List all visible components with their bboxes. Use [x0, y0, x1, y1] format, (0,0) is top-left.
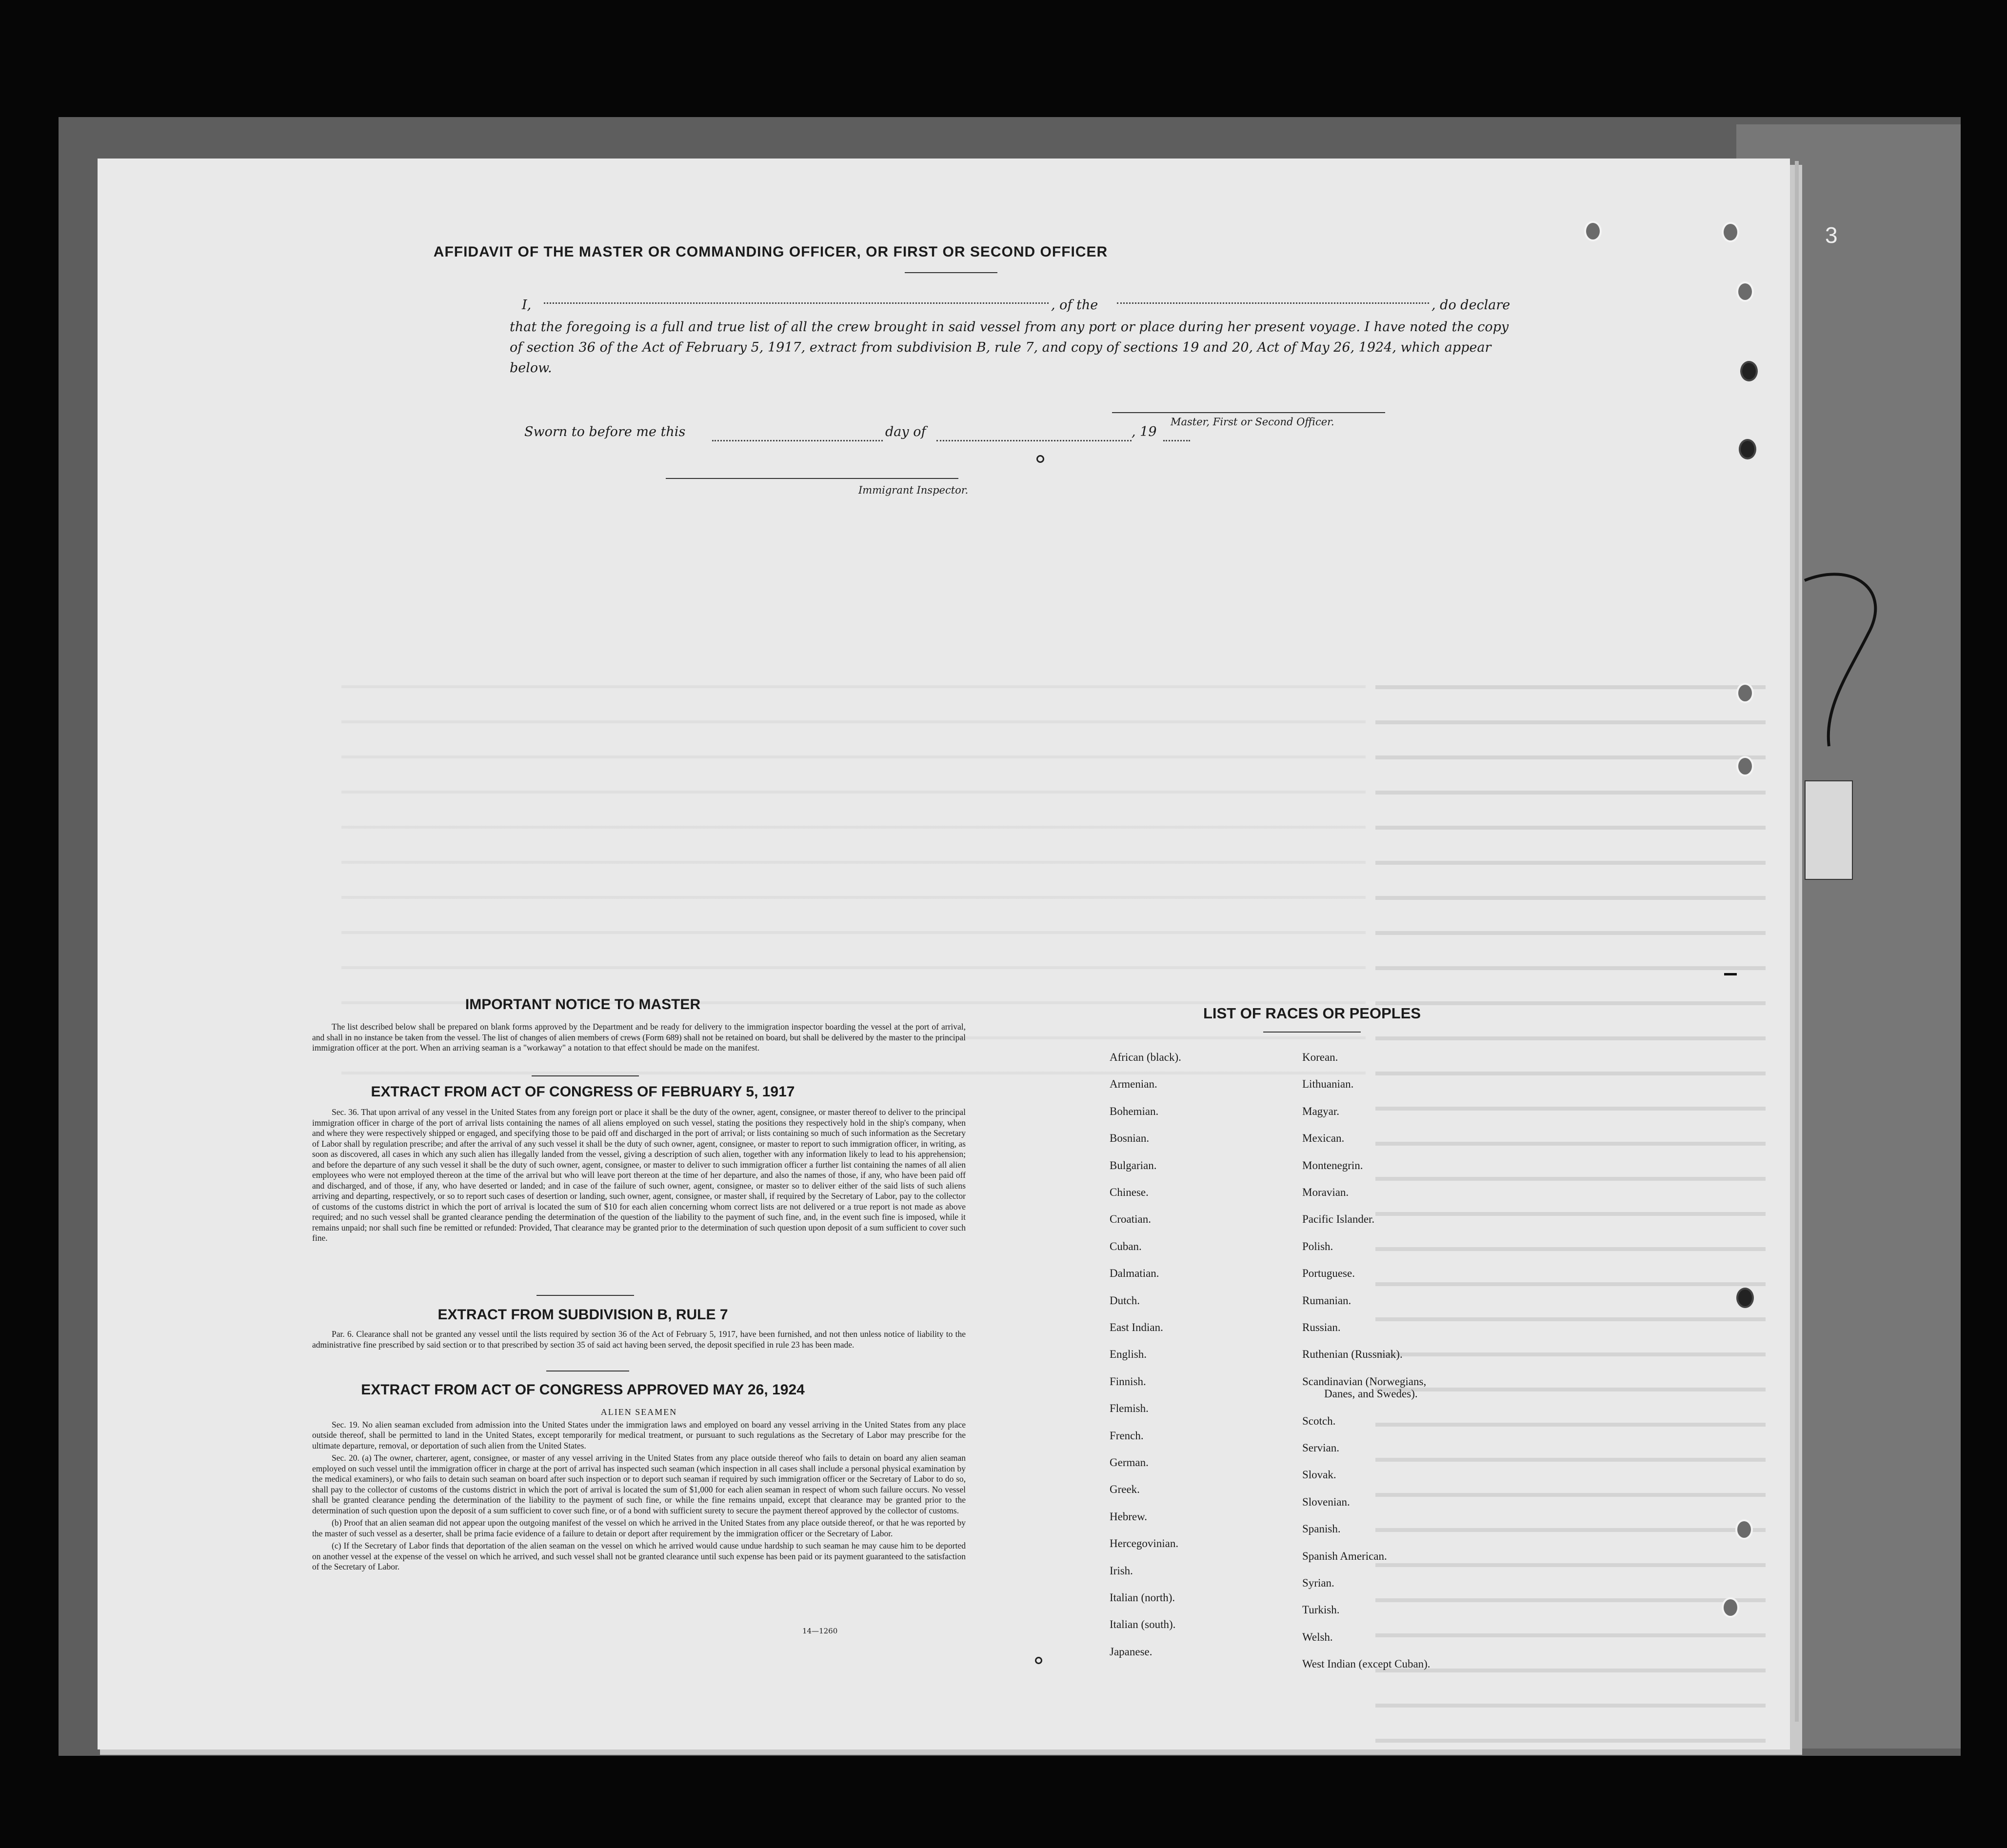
officer-signature-line[interactable]	[1112, 412, 1385, 413]
affidavit-statement: that the foregoing is a full and true list of all the crew brought in said vessel from any port or place during her present voyage. I have noted the copy of section 36 of the Act of February 5, 1917, extract from subdivision B, rule 7, and copy of sections 19 and 20, Act of May 26, 1924, which appear below.	[510, 319, 1509, 376]
race-item: Slovenian.	[1302, 1495, 1350, 1508]
race-item: Scotch.	[1302, 1414, 1336, 1427]
vessel-name-field[interactable]	[1117, 302, 1429, 304]
race-item: Bosnian.	[1110, 1132, 1150, 1145]
race-item: Italian (north).	[1110, 1591, 1175, 1604]
punch-dot	[1035, 1657, 1042, 1664]
title-underline	[905, 272, 997, 273]
affidavit-title: AFFIDAVIT OF THE MASTER OR COMMANDING OFFICER, OR FIRST OR SECOND OFFICER	[433, 244, 1108, 260]
race-item: Polish.	[1302, 1240, 1333, 1252]
sec-36-paragraph: Sec. 36. That upon arrival of any vessel in the United States from any foreign port or place it shall be the duty of the owner, agent, consignee, or master thereof to deliver to the principal immigration officer in charge of the port of arrival lists containing the names of all aliens employed on such vessel, stating the positions they respectively hold in the ship's company, when and where they were respectively shipped or engaged, and specifying those to be paid off and discharged in the port of arrival; or lists containing so much of such information as the Secretary of Labor shall by regulation prescribe; and after the arrival of any such vessel it shall be the duty of such owner, agent, consignee, or master to report to such immigration officer, in writing, as soon as discovered, all cases in which any such alien has illegally landed from the vessel, giving a description of such alien, together with any information likely to lead to his apprehension; and before the departure of any such vessel it shall be the duty of such owner, agent, consignee, or master to deliver to such immigration officer a further list containing the names of all alien employees who were not employed thereon at the time of the arrival but who will leave port thereon at the time of her departure, and also the names of those, if any, who have been paid off and discharged, and of those, if any, who have deserted or landed; and in case of the failure of such owner, agent, consignee, or master so to deliver either of the said lists of such aliens arriving and departing, respectively, or so to report such cases of desertion or landing, such owner, agent, consignee, or master shall, if required by the Secretary of Labor, pay to the collector of customs of the customs district in which the port of arrival is located the sum of $10 for each alien concerning whom correct lists are not delivered or a true report is not made as above required; and no such vessel shall be granted clearance pending the determination of the question of the liability to the payment of such fine, and, in the event such fine is imposed, while it remains unpaid; nor shall such fine be remitted or refunded: Provided, That clearance may be granted prior to the determination of such question upon deposit of a sum sufficient to cover such fine.	[312, 1107, 966, 1243]
races-underline	[1263, 1032, 1361, 1033]
underlying-tab	[1805, 780, 1853, 880]
extract-1917-body	[312, 1107, 966, 1246]
divider	[532, 1075, 639, 1076]
race-item: Hercegovinian.	[1110, 1537, 1179, 1550]
binder-hole	[1739, 439, 1756, 459]
race-item: Dalmatian.	[1110, 1267, 1159, 1280]
race-item: Portuguese.	[1302, 1267, 1355, 1280]
race-item: English.	[1110, 1348, 1147, 1361]
tick-mark	[1724, 973, 1737, 975]
race-item: Scandinavian (Norwegians,	[1302, 1375, 1427, 1388]
race-item: German.	[1110, 1456, 1149, 1469]
pencil-mark-icon	[1795, 561, 1892, 756]
rule7-heading: EXTRACT FROM SUBDIVISION B, RULE 7	[437, 1307, 728, 1323]
punch-dot	[1036, 455, 1044, 463]
race-item: Servian.	[1302, 1442, 1340, 1454]
race-item: Mexican.	[1302, 1132, 1345, 1145]
race-item: Chinese.	[1110, 1186, 1149, 1198]
race-item: West Indian (except Cuban).	[1302, 1658, 1431, 1670]
binder-hole	[1740, 361, 1758, 381]
sworn-prefix: Sworn to before me this	[524, 424, 686, 439]
bleed-through-ghost-table	[1375, 666, 1766, 1749]
race-item: Italian (south).	[1110, 1618, 1176, 1631]
sec-20b-paragraph: (b) Proof that an alien seaman did not appear upon the outgoing manifest of the vessel on which he arrived in the United States from any place outside thereof, or that he was reported by the master of such vessel as a deserter, shall be prima facie evidence of a failure to detain or deport after requirement by the immigration officer or the Secretary of Labor.	[312, 1518, 966, 1538]
alien-seamen-subheading: ALIEN SEAMEN	[600, 1407, 677, 1417]
race-item: Lithuanian.	[1302, 1078, 1354, 1091]
rule7-body	[312, 1329, 966, 1352]
par-6-paragraph: Par. 6. Clearance shall not be granted any vessel until the lists required by section 36 of the Act of February 5, 1917, have been furnished, and not then unless notice of liability to the administrative fine prescribed by said section or to that prescribed by section 35 of said act having been served, the deposit specified in rule 23 has been made.	[312, 1329, 966, 1350]
race-item: French.	[1110, 1429, 1144, 1442]
sworn-day-field[interactable]	[712, 440, 883, 441]
race-item: Rumanian.	[1302, 1294, 1351, 1307]
form-number: 14—1260	[802, 1627, 838, 1635]
binder-hole	[1736, 281, 1754, 302]
race-item: Flemish.	[1110, 1402, 1149, 1415]
sworn-year-field[interactable]	[1163, 440, 1190, 441]
races-heading: LIST OF RACES OR PEOPLES	[1203, 1005, 1421, 1022]
affidavit-do-declare-label: , do declare	[1431, 298, 1510, 313]
race-item: Korean.	[1302, 1051, 1338, 1063]
race-item: Ruthenian (Russniak).	[1302, 1348, 1403, 1361]
race-item: Greek.	[1110, 1483, 1140, 1496]
race-item: African (black).	[1110, 1051, 1181, 1063]
binder-hole	[1722, 222, 1739, 242]
race-item: Spanish.	[1302, 1523, 1341, 1535]
race-item: Magyar.	[1302, 1105, 1340, 1117]
notice-heading: IMPORTANT NOTICE TO MASTER	[465, 996, 701, 1013]
binder-hole	[1736, 683, 1754, 703]
divider	[537, 1295, 634, 1296]
affidavit-i-label: I,	[522, 298, 532, 313]
binder-hole	[1736, 756, 1754, 776]
race-item: Montenegrin.	[1302, 1159, 1363, 1172]
race-item: Syrian.	[1302, 1577, 1334, 1589]
race-item: Finnish.	[1110, 1375, 1146, 1388]
race-item: Danes, and Swedes).	[1324, 1388, 1418, 1400]
master-name-field[interactable]	[544, 302, 1049, 304]
extract-1917-heading: EXTRACT FROM ACT OF CONGRESS OF FEBRUARY 5, 1917	[371, 1084, 795, 1100]
race-item: Hebrew.	[1110, 1510, 1148, 1523]
race-item: Bulgarian.	[1110, 1159, 1157, 1172]
sec-19-paragraph: Sec. 19. No alien seaman excluded from admission into the United States under the immigration laws and employed on board any vessel arriving in the United States from any place outside thereof, shall be permitted to land in the United States, except temporarily for medical treatment, or pursuant to such regulations as the Secretary of Labor may prescribe for the ultimate departure, removal, or deportation of such alien from the United States.	[312, 1419, 966, 1451]
notice-text	[312, 1022, 966, 1055]
race-item: East Indian.	[1110, 1321, 1163, 1333]
notice-paragraph: The list described below shall be prepared on blank forms approved by the Department and be ready for delivery to the immigration inspector boarding the vessel at the port of arrival, and shall in no instance be taken from the vessel. The list of changes of alien members of crews (Form 689) shall not be retained on board, but shall be delivered by the master to the principal immigration officer at the port. When an arriving seaman is a "workaway" a notation to that effect should be made on the manifest.	[312, 1022, 966, 1053]
sworn-month-field[interactable]	[936, 440, 1132, 441]
race-item: Irish.	[1110, 1564, 1133, 1577]
binder-hole	[1584, 221, 1602, 241]
extract-1924-body	[312, 1404, 966, 1574]
page-stack-edge	[1795, 161, 1799, 1722]
race-item: Spanish American.	[1302, 1550, 1387, 1562]
race-item: Cuban.	[1110, 1240, 1142, 1252]
margin-number-3: 3	[1825, 222, 1838, 248]
race-item: Russian.	[1302, 1321, 1341, 1333]
race-item: Japanese.	[1110, 1645, 1153, 1658]
inspector-signature-line[interactable]	[666, 478, 958, 479]
race-item: Croatian.	[1110, 1213, 1151, 1226]
manifest-page	[98, 159, 1790, 1749]
sec-20c-paragraph: (c) If the Secretary of Labor finds that deportation of the alien seaman on the vessel on which he arrived would cause undue hardship to such seaman he may cause him to be deported on another vessel at the expense of the vessel on which he arrived, and such vessel shall not be granted clearance until such expense has been paid or its payment guaranteed to the satisfaction of the Secretary of Labor.	[312, 1541, 966, 1571]
extract-1924-heading: EXTRACT FROM ACT OF CONGRESS APPROVED MAY 26, 1924	[361, 1382, 805, 1398]
race-item: Turkish.	[1302, 1604, 1340, 1616]
race-item: Pacific Islander.	[1302, 1213, 1375, 1226]
sworn-year-label: , 19	[1132, 424, 1157, 439]
race-item: Dutch.	[1110, 1294, 1140, 1307]
sworn-day-of-label: day of	[885, 424, 926, 439]
race-item: Welsh.	[1302, 1630, 1333, 1643]
race-item: Slovak.	[1302, 1469, 1336, 1481]
sec-20a-paragraph: Sec. 20. (a) The owner, charterer, agent, consignee, or master of any vessel arriving in the United States from any place outside thereof who fails to detain on board any alien seaman employed on such vessel until the immigration officer in charge at the port of arrival has inspected such seaman (which inspection in all cases shall include a personal physical examination by the medical examiners), or who fails to detain such seaman on board after such inspection or to deport such seaman if required by such immigration officer or the Secretary of Labor to do so, shall pay to the collector of customs of the customs district in which the port of arrival is located the sum of $1,000 for each alien seaman in respect of whom such failure occurs. No vessel shall be granted clearance pending the determination of the liability to the payment of such fine, or while the fine remains unpaid, except that clearance may be granted prior to the determination of such question upon the deposit of a sum sufficient to cover such fine, or of a bond with sufficient surety to secure the payment thereof approved by the collector of customs.	[312, 1453, 966, 1515]
inspector-caption: Immigrant Inspector.	[858, 484, 969, 496]
binder-hole	[1722, 1597, 1739, 1618]
binder-hole	[1735, 1519, 1753, 1540]
binder-hole	[1736, 1288, 1754, 1308]
race-item: Moravian.	[1302, 1186, 1349, 1198]
race-item: Armenian.	[1110, 1078, 1157, 1091]
race-item: Bohemian.	[1110, 1105, 1159, 1117]
affidavit-of-the-label: , of the	[1051, 298, 1098, 313]
officer-signature-caption: Master, First or Second Officer.	[1171, 416, 1334, 428]
